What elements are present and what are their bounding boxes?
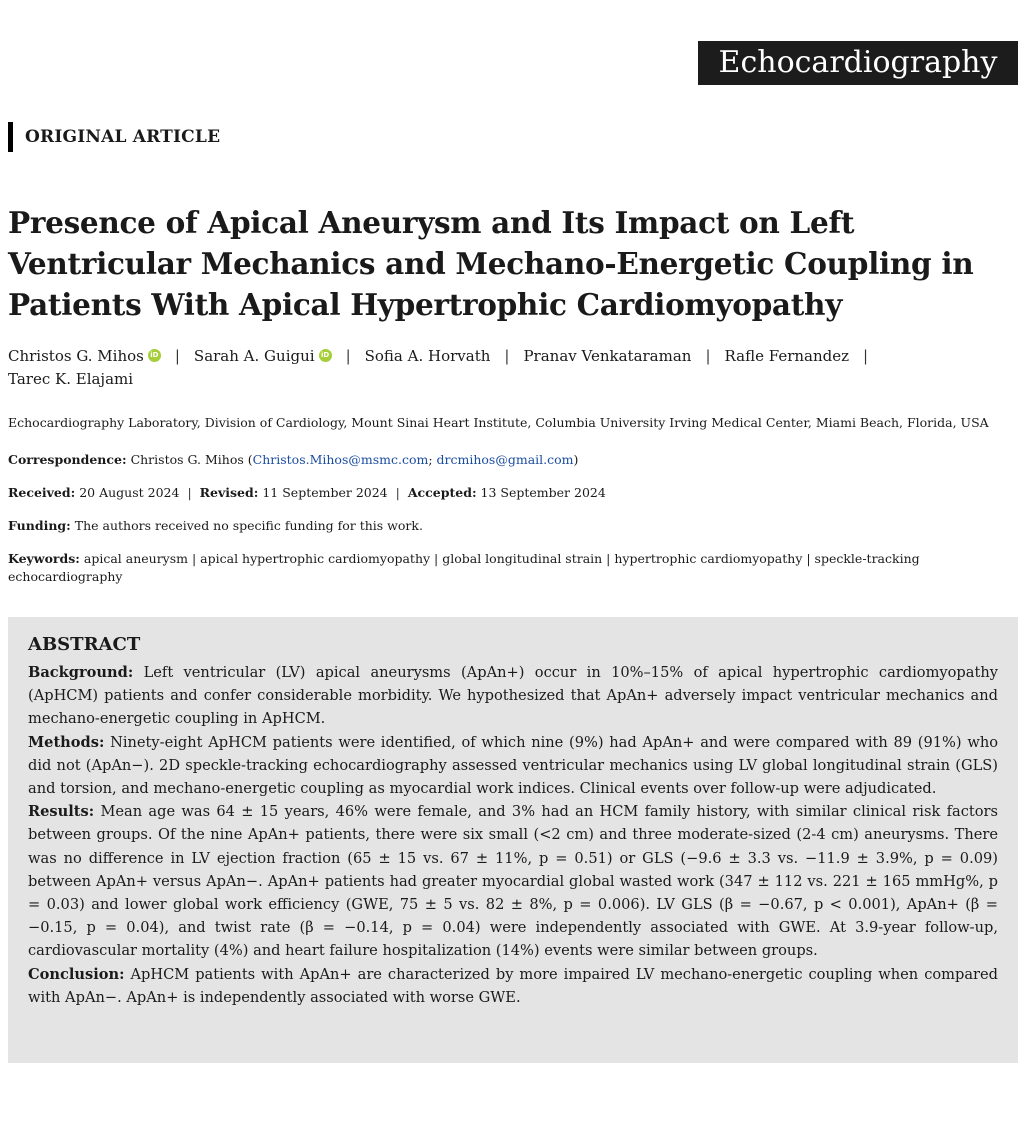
author-5[interactable]: Tarec K. Elajami <box>8 370 134 388</box>
article-type-bar <box>8 122 13 152</box>
revised-label: Revised: <box>199 485 259 500</box>
keywords <box>8 550 1013 586</box>
funding <box>8 517 1013 535</box>
correspondence: Correspondence: Christos G. Mihos (Christos.Mihos@msmc.com; drcmihos@gmail.com) <box>8 452 579 467</box>
funding-text: The authors received no specific funding for this work. <box>74 518 423 533</box>
accepted-label: Accepted: <box>407 485 477 500</box>
affiliation: Echocardiography Laboratory, Division of Cardiology, Mount Sinai Heart Institute, Columbia University Irving Medical Center, Miami Beach, Florida, USA <box>8 415 989 430</box>
abstract-background: Background: Left ventricular (LV) apical aneurysms (ApAn+) occur in 10%–15% of apical hypertrophic cardiomyopathy (ApHCM) patients and confer considerable morbidity. We hypothesized that ApAn+ adversely impact ventricular mechanics and mechano-energetic coupling in ApHCM. <box>28 664 998 728</box>
article-title: Presence of Apical Aneurysm and Its Impact on Left Ventricular Mechanics and Mechano-Energetic Coupling in Patients With Apical Hypertrophic Cardiomyopathy <box>8 205 974 322</box>
article-type-text: ORIGINAL ARTICLE <box>25 127 221 147</box>
journal-name-badge: Echocardiography <box>698 41 1018 85</box>
author-4[interactable]: Rafle Fernandez <box>724 347 850 365</box>
funding-label: Funding: <box>8 518 71 533</box>
author-1[interactable]: Sarah A. Guigui iD <box>194 347 332 365</box>
author-separator: | <box>174 347 180 365</box>
abstract-results: Results: Mean age was 64 ± 15 years, 46% were female, and 3% had an HCM family history, with similar clinical risk factors between groups. Of the nine ApAn+ patients, there were six small (<2 cm) and three moderate-sized (2-4 cm) aneurysms. There was no difference in LV ejection fraction (65 ± 15 vs. 67 ± 11%, p = 0.51) or GLS (−9.6 ± 3.3 vs. −11.9 ± 3.9%, p = 0.09) between ApAn+ versus ApAn−. ApAn+ patients had greater myocardial global wasted work (347 ± 112 vs. 221 ± 165 mmHg%, p = 0.03) and lower global work efficiency (GWE, 75 ± 5 vs. 82 ± 8%, p = 0.006). LV GLS (β = −0.67, p < 0.001), ApAn+ (β = −0.15, p = 0.04), and twist rate (β = −0.14, p = 0.04) were independently associated with GWE. At 3.9-year follow-up, cardiovascular mortality (4%) and heart failure hospitalization (14%) events were similar between groups. <box>28 803 998 960</box>
received-date: 20 August 2024 <box>79 485 180 500</box>
orcid-icon[interactable]: iD <box>148 349 161 362</box>
revised-date: 11 September 2024 <box>262 485 388 500</box>
abstract-heading: ABSTRACT <box>28 634 141 655</box>
abstract-conclusion: Conclusion: ApHCM patients with ApAn+ are characterized by more impaired LV mechano-energetic coupling when compared with ApAn−. ApAn+ is independently associated with worse GWE. <box>28 965 998 1006</box>
author-3[interactable]: Pranav Venkataraman <box>523 347 692 365</box>
correspondence-label: Correspondence: <box>8 452 127 467</box>
accepted-date: 13 September 2024 <box>480 485 606 500</box>
dates-line: Received: 20 August 2024 | Revised: 11 September 2024 | Accepted: 13 September 2024 <box>8 485 606 500</box>
author-separator: | <box>705 347 711 365</box>
email-link-2[interactable]: drcmihos@gmail.com <box>436 452 574 467</box>
orcid-icon[interactable]: iD <box>319 349 332 362</box>
email-link-1[interactable]: Christos.Mihos@msmc.com <box>252 452 429 467</box>
author-separator: | <box>863 347 869 365</box>
article-type-label <box>8 122 220 152</box>
keywords-label: Keywords: <box>8 551 80 566</box>
author-separator: | <box>345 347 351 365</box>
author-list <box>8 345 1013 391</box>
abstract-methods: Methods: Ninety-eight ApHCM patients were identified, of which nine (9%) had ApAn+ and were compared with 89 (91%) who did not (ApAn−). 2D speckle-tracking echocardiography assessed ventricular mechanics using LV global longitudinal strain (GLS) and torsion, and mechano-energetic coupling as myocardial work indices. Clinical events over follow-up were adjudicated. <box>28 733 999 798</box>
author-separator: | <box>504 347 510 365</box>
correspondence-name: Christos G. Mihos <box>130 452 244 467</box>
author-2[interactable]: Sofia A. Horvath <box>364 347 491 365</box>
author-0[interactable]: Christos G. Mihos iD <box>8 347 161 365</box>
received-label: Received: <box>8 485 76 500</box>
abstract-box <box>8 617 1018 1063</box>
keywords-text: apical aneurysm | apical hypertrophic cardiomyopathy | global longitudinal strain | hypertrophic cardiomyopathy | speckle-tracking echocardiography <box>8 551 920 584</box>
